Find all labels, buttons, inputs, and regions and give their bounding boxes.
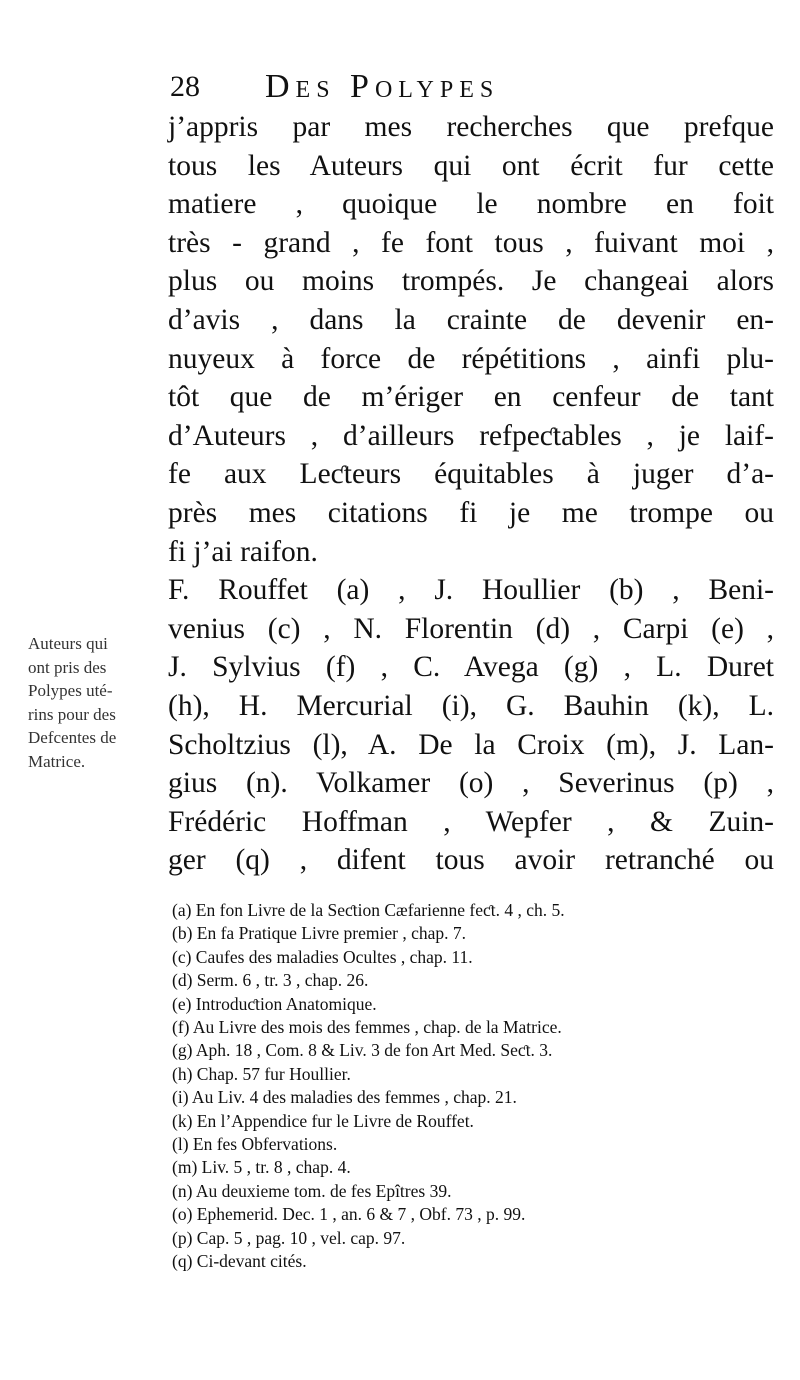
margin-note-line: Defcentes de <box>28 728 117 747</box>
text-line: Frédéric Hoffman , Wepfer , & Zuin- <box>168 805 774 838</box>
text-line: tôt que de m’ériger en cenfeur de tant <box>168 381 774 414</box>
main-text <box>168 108 774 880</box>
text-line: gius (n). Volkamer (o) , Severinus (p) , <box>168 767 774 800</box>
text-line: d’avis , dans la crainte de devenir en- <box>168 303 774 336</box>
page-number: 28 <box>170 70 200 103</box>
margin-note-line: Auteurs qui <box>28 634 108 653</box>
footnote: (d) Serm. 6 , tr. 3 , chap. 26. <box>172 970 369 991</box>
text-line: nuyeux à force de répétitions , ainfi plu- <box>168 342 774 375</box>
footnote: (c) Caufes des maladies Oculteѕ , chap. 11. <box>172 946 473 967</box>
text-line: ger (q) , difent tous avoir retranché ou <box>168 844 774 877</box>
text-line: (h), H. Mercurial (i), G. Bauhin (k), L. <box>168 689 774 722</box>
footnote: (n) Au deuxieme tom. de fes Epîtres 39. <box>172 1180 452 1201</box>
footnote: (f) Au Livre des mois des femmes , chap. de la Matrice. <box>172 1017 562 1038</box>
footnote: (p) Cap. 5 , pag. 10 , vel. cap. 97. <box>172 1227 406 1248</box>
text-line: matiere , quoique le nombre en foit <box>168 188 774 221</box>
text-line: près mes citations fi je me trompe ou <box>168 496 774 529</box>
footnote: (m) Liv. 5 , tr. 8 , chap. 4. <box>172 1157 351 1178</box>
footnote: (b) En fa Pratique Livre premier , chap. 7. <box>172 923 466 944</box>
margin-note-line: Matrice. <box>28 751 86 771</box>
text-line: j’appris par mes recherches que prefque <box>168 111 774 143</box>
footnote: (o) Ephemerid. Dec. 1 , an. 6 & 7 , Obf. 73 , p. 99. <box>172 1204 526 1225</box>
page-header <box>170 70 770 110</box>
text-line: très - grand , fe font tous , fuivant moi , <box>168 226 774 259</box>
footnote: (k) En l’Appendice fur le Livre de Rouffet. <box>172 1110 474 1131</box>
text-line: plus ou moins trompés. Je changeai alors <box>168 265 774 298</box>
margin-note <box>28 632 163 773</box>
text-line: F. Rouffet (a) , J. Houllier (b) , Beni- <box>168 574 774 607</box>
text-line: tous les Auteurs qui ont écrit fur cette <box>168 149 774 182</box>
footnote: (e) Introduƈtion Anatomique. <box>172 993 377 1014</box>
footnote: (a) En fon Livre de la Seƈtion Cæfarienne feƈt. 4 , ch. 5. <box>172 900 565 920</box>
text-line: fi j’ai raifon. <box>168 535 318 568</box>
footnote: (l) En fes Obfervations. <box>172 1134 338 1155</box>
text-line: J. Sylvius (f) , C. Avega (g) , L. Duret <box>168 651 774 684</box>
footnote: (g) Aph. 18 , Com. 8 & Liv. 3 de fon Art Med. Seƈt. 3. <box>172 1040 553 1061</box>
footnotes <box>172 899 772 1274</box>
margin-note-line: Polypes uté- <box>28 681 113 700</box>
footnote: (q) Ci-devant cités. <box>172 1251 307 1272</box>
text-line: Scholtzius (l), A. De la Croix (m), J. Lan- <box>168 728 774 761</box>
margin-note-line: ont pris des <box>28 657 107 677</box>
footnote: (i) Au Liv. 4 des maladies des femmes , chap. 21. <box>172 1087 517 1108</box>
text-line: venius (c) , N. Florentin (d) , Carpi (e) , <box>168 612 774 645</box>
margin-note-line: rins pour des <box>28 704 116 724</box>
footnote: (h) Chap. 57 fur Houllier. <box>172 1063 351 1084</box>
text-line: fe aux Leƈteurs équitables à juger d’a- <box>168 458 774 491</box>
text-line: d’Auteurs , d’ailleurs refpeƈtables , je laif- <box>168 419 774 452</box>
running-title: Des Polypes <box>265 68 500 105</box>
